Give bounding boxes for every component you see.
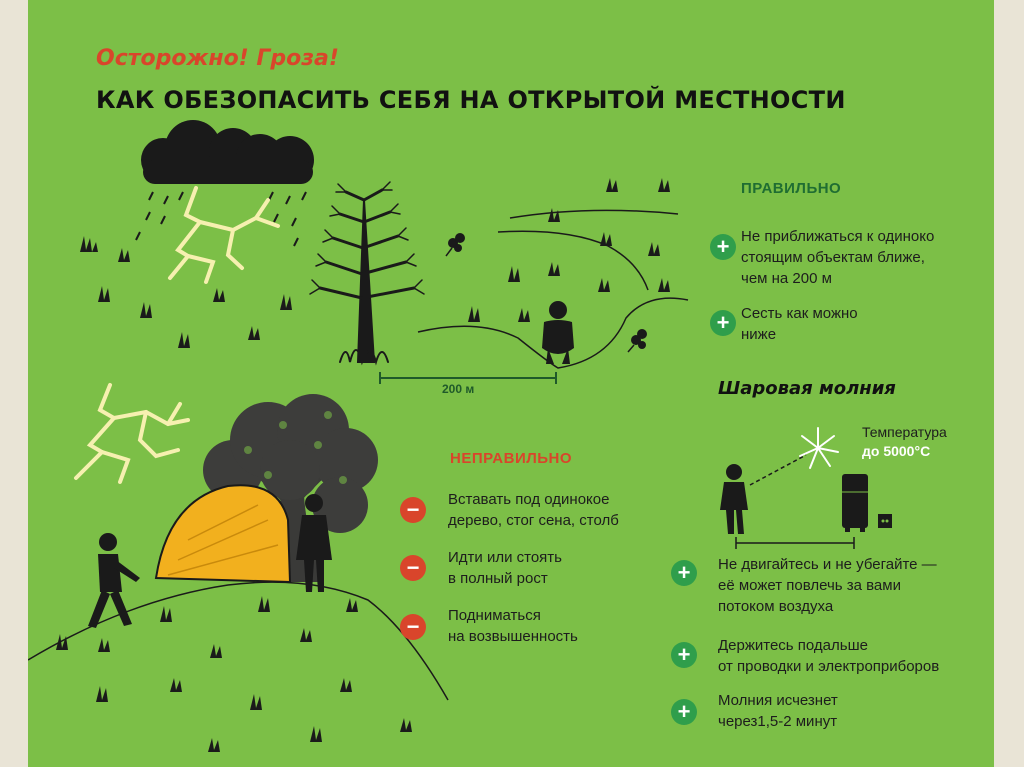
item-line: её может повлечь за вами — [718, 577, 901, 594]
lightning-bolt-icon — [76, 385, 188, 482]
item-line: Идти или стоять — [448, 549, 562, 566]
item-line: ниже — [741, 326, 777, 343]
hill-line — [28, 582, 448, 700]
item-line: дерево, стог сена, столб — [448, 512, 619, 529]
plus-badge-icon: + — [671, 560, 697, 586]
item-line: в полный рост — [448, 570, 548, 587]
wrong-heading: НЕПРАВИЛЬНО — [450, 450, 573, 467]
wrong-item — [448, 547, 562, 589]
refrigerator-icon — [842, 474, 868, 532]
item-line: Не приближаться к одиноко — [741, 228, 935, 245]
item-line: Вставать под одинокое — [448, 491, 610, 508]
wrong-item — [448, 489, 619, 531]
ball-lightning-item — [718, 690, 838, 732]
plus-badge-icon: + — [710, 310, 736, 336]
item-line: Молния исчезнет — [718, 692, 838, 709]
wrong-item — [448, 605, 578, 647]
plus-badge-icon: + — [710, 234, 736, 260]
infographic-poster — [28, 0, 994, 767]
minus-badge-icon: − — [400, 614, 426, 640]
temperature-label: Температура — [862, 424, 947, 440]
subtitle: Осторожно! Гроза! — [96, 46, 339, 71]
ball-lightning-heading: Шаровая молния — [718, 378, 896, 399]
plus-badge-icon: + — [671, 642, 697, 668]
temperature-value: до 5000°С — [862, 443, 931, 459]
minus-badge-icon: − — [400, 497, 426, 523]
standing-person-icon — [720, 464, 748, 534]
correct-item — [741, 303, 858, 345]
item-line: Сесть как можно — [741, 305, 858, 322]
temperature-note — [862, 423, 947, 461]
correct-heading: ПРАВИЛЬНО — [741, 180, 842, 197]
item-line: от проводки и электроприборов — [718, 658, 940, 675]
lightning-bolt-icon — [170, 188, 278, 282]
crouching-person-icon — [542, 301, 574, 364]
item-line: Не двигайтесь и не убегайте — — [718, 556, 937, 573]
distance-label: 200 м — [442, 382, 475, 396]
item-line: чем на 200 м — [741, 270, 832, 287]
pine-tree-icon — [310, 182, 424, 362]
plus-badge-icon: + — [671, 699, 697, 725]
haystack-icon — [156, 485, 290, 582]
item-line: Подниматься — [448, 607, 541, 624]
item-line: на возвышенность — [448, 628, 578, 645]
minus-badge-icon: − — [400, 555, 426, 581]
power-socket-icon — [878, 514, 892, 528]
ball-lightning-icon — [800, 428, 838, 468]
walking-person-icon — [88, 533, 140, 628]
item-line: потоком воздуха — [718, 598, 834, 615]
page-title: КАК ОБЕЗОПАСИТЬ СЕБЯ НА ОТКРЫТОЙ МЕСТНОСТИ — [96, 86, 846, 114]
item-line: через1,5-2 минут — [718, 713, 838, 730]
item-line: Держитесь подальше — [718, 637, 868, 654]
correct-item — [741, 226, 934, 289]
ball-lightning-item — [718, 635, 939, 677]
ball-lightning-item — [718, 554, 937, 617]
item-line: стоящим объектам ближе, — [741, 249, 925, 266]
